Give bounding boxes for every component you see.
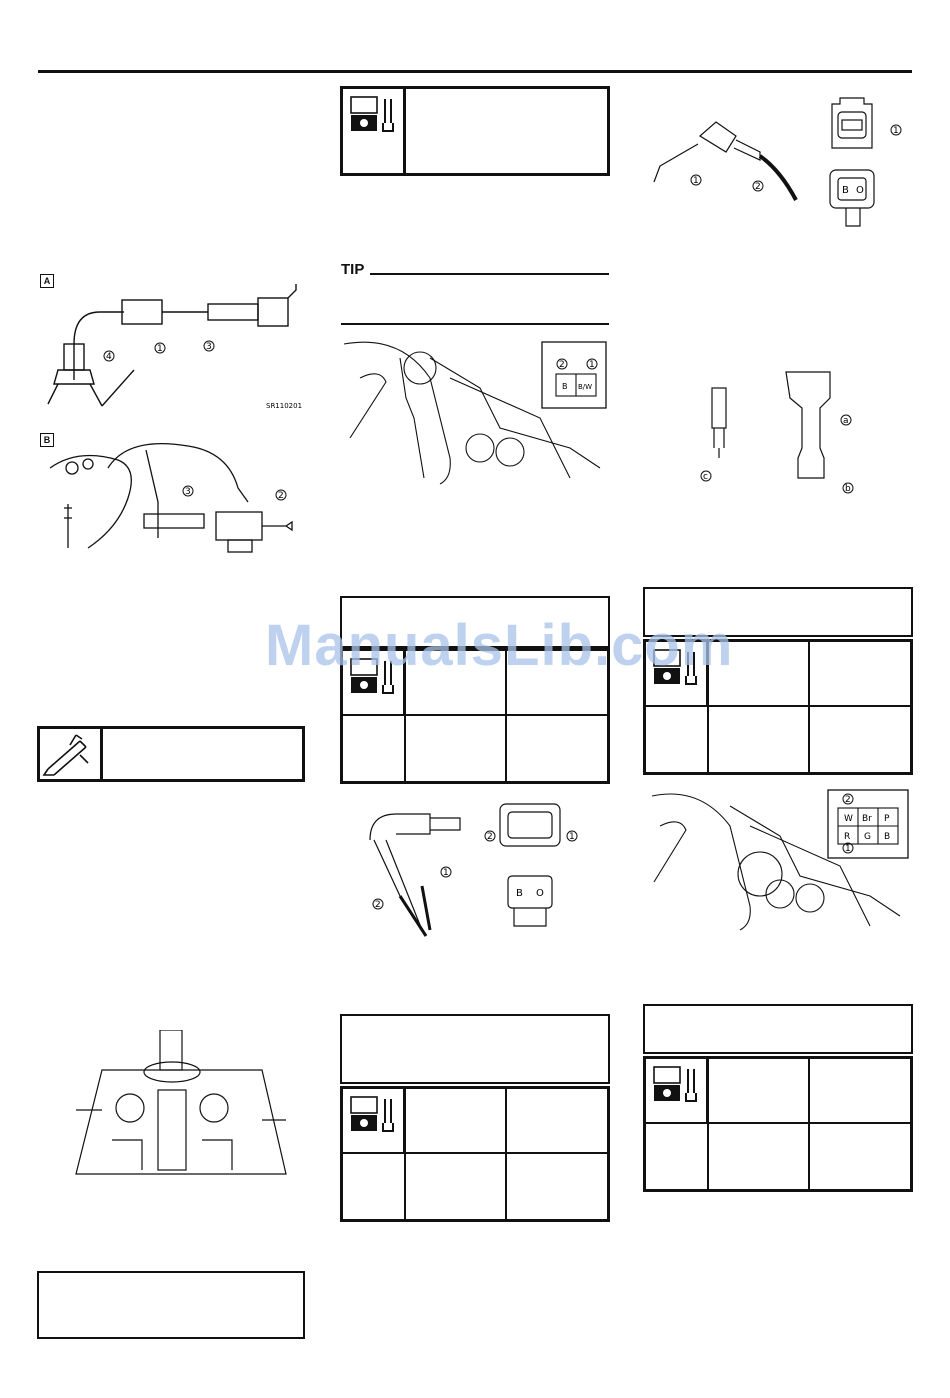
svg-text:2: 2 [559, 360, 565, 370]
svg-text:1: 1 [845, 844, 851, 854]
spec-table-middle-2 [340, 1086, 610, 1222]
plug-cap-test-figure [650, 96, 800, 204]
tip-label: TIP [341, 261, 365, 278]
svg-text:W: W [844, 814, 853, 824]
svg-text:B: B [884, 832, 891, 842]
svg-text:2: 2 [487, 832, 493, 842]
header-rule [38, 70, 912, 73]
figure-label-a: A [40, 274, 54, 288]
svg-text:a: a [843, 416, 849, 426]
frame-connector-figure-1 [340, 338, 608, 488]
tip-rule-bottom [341, 323, 609, 325]
svg-text:B: B [842, 185, 849, 196]
svg-text:P: P [884, 814, 890, 824]
svg-text:1: 1 [893, 126, 899, 136]
svg-text:Br: Br [862, 814, 872, 824]
spec-header-middle-2 [340, 1014, 610, 1084]
pocket-tester-icon [652, 1065, 700, 1103]
specification-box-caliper [37, 726, 305, 782]
pocket-tester-icon [349, 95, 397, 133]
connector-figure-right [820, 94, 910, 234]
svg-text:SR110201: SR110201 [266, 402, 303, 410]
coil-lead-test-figure [360, 800, 590, 940]
svg-text:B: B [562, 382, 568, 391]
svg-text:2: 2 [375, 900, 381, 910]
svg-text:3: 3 [206, 342, 212, 352]
svg-text:B: B [516, 888, 523, 899]
figure-label-b: B [40, 433, 54, 447]
svg-text:2: 2 [755, 182, 761, 192]
cylinder-head-figure [72, 1030, 290, 1178]
specification-box-left-bottom [37, 1271, 305, 1339]
svg-text:O: O [856, 185, 864, 196]
svg-text:1: 1 [589, 360, 595, 370]
tip-rule-top [370, 273, 609, 275]
spark-gap-tester-figure-b [48, 438, 303, 563]
svg-text:1: 1 [443, 868, 449, 878]
pocket-tester-icon [349, 1095, 397, 1133]
svg-text:2: 2 [278, 491, 284, 501]
spark-plug-coil-figure [690, 358, 870, 494]
svg-text:4: 4 [106, 352, 112, 362]
svg-text:G: G [864, 832, 871, 842]
watermark-text: ManualsLib.com [265, 613, 734, 678]
svg-text:O: O [536, 888, 544, 899]
spec-header-right-2 [643, 1004, 913, 1054]
frame-connector-figure-2 [650, 786, 912, 932]
svg-text:c: c [703, 472, 708, 482]
svg-text:B/W: B/W [578, 383, 593, 391]
svg-text:R: R [844, 832, 851, 842]
svg-text:3: 3 [185, 487, 191, 497]
svg-text:1: 1 [569, 832, 575, 842]
svg-text:1: 1 [693, 176, 699, 186]
spec-table-plug-cap [340, 86, 610, 176]
svg-text:b: b [845, 484, 851, 494]
spark-gap-tester-figure-a [38, 284, 303, 414]
vernier-caliper-icon [40, 729, 103, 779]
svg-text:1: 1 [157, 344, 163, 354]
spec-table-right-2 [643, 1056, 913, 1192]
svg-text:2: 2 [845, 795, 851, 805]
